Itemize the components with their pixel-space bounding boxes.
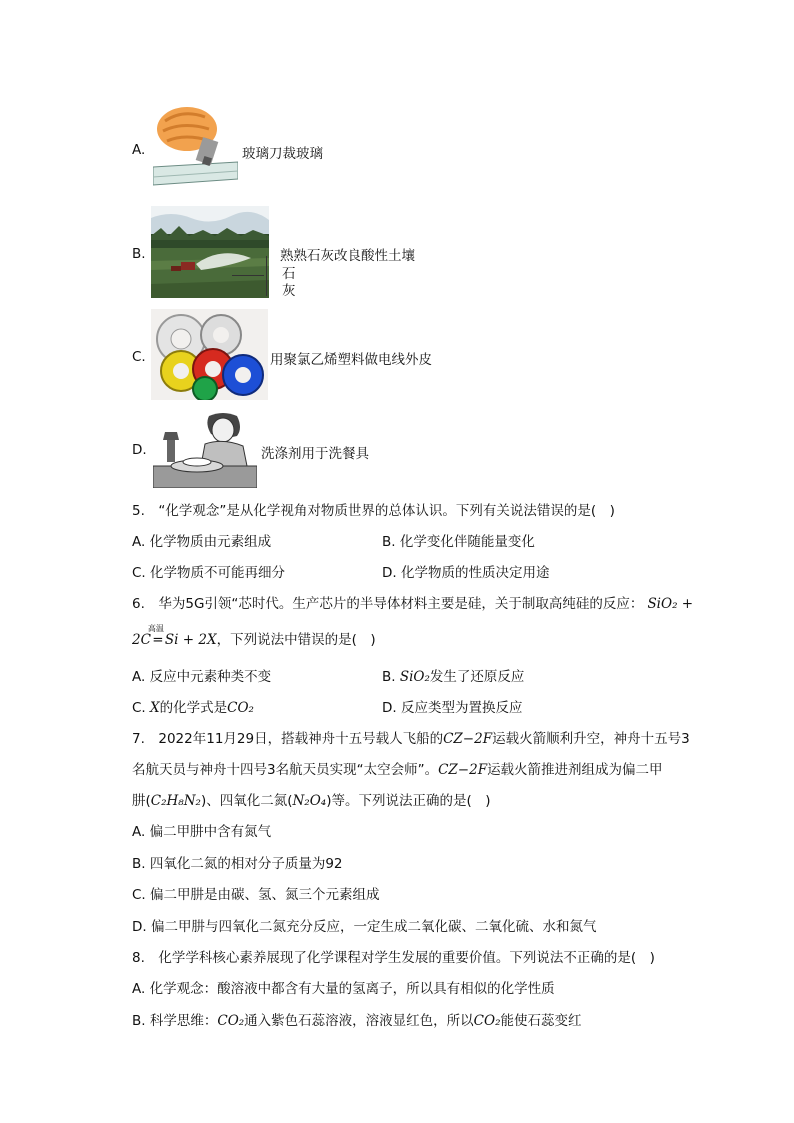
- q7-formula-1: C₂H₈N₂: [150, 793, 201, 809]
- question-7-line-1: [132, 727, 690, 747]
- question-7-line-2: [132, 758, 663, 778]
- q8-option-b: [132, 1009, 581, 1029]
- callout-line: [232, 275, 264, 276]
- lime-label-2: 灰: [282, 283, 296, 299]
- q7-rocket-1: CZ−2F: [443, 731, 493, 747]
- question-6-line-1: [132, 592, 693, 612]
- q6-option-c: [132, 696, 254, 716]
- question-5-stem: 5. “化学观念”是从化学视角对物质世界的总体认识。下列有关说法错误的是( ): [132, 503, 615, 519]
- q7-option-b: B. 四氧化二氮的相对分子质量为92: [132, 856, 343, 872]
- q7-option-a: A. 偏二甲肼中含有氮气: [132, 824, 272, 840]
- q7-formula-2: N₂O₄: [292, 793, 327, 809]
- q6-option-a: A. 反应中元素种类不变: [132, 669, 272, 685]
- q7-line2-a: 名航天员与神舟十四号3名航天员实现“太空会师”。: [132, 762, 439, 778]
- q6-option-b-text: 发生了还原反应: [429, 669, 525, 685]
- q7-option-c: C. 偏二甲肼是由碳、氢、氮三个元素组成: [132, 887, 380, 903]
- q5-option-a: A. 化学物质由元素组成: [132, 534, 272, 550]
- option-c-letter: C.: [132, 349, 146, 365]
- q6-option-c-prefix: C.: [132, 700, 151, 716]
- q8-option-b-c: 能使石蕊变红: [500, 1013, 582, 1029]
- field-liming-image: [151, 206, 269, 298]
- q6-option-b: [382, 665, 524, 685]
- option-d-caption: 洗涤剂用于洗餐具: [261, 446, 369, 462]
- washing-dishes-image: [153, 410, 257, 488]
- q8-option-b-formula-1: CO₂: [217, 1013, 245, 1029]
- lime-label-1: 石: [282, 266, 296, 282]
- question-7-line-3: [132, 789, 491, 809]
- option-d-letter: D.: [132, 442, 147, 458]
- q7-line3-a: 肼(: [132, 793, 151, 809]
- q8-option-b-formula-2: CO₂: [473, 1013, 501, 1029]
- callout-line-vertical: [266, 256, 267, 296]
- question-6-line-2: [132, 624, 376, 648]
- option-a-caption: 玻璃刀裁玻璃: [242, 146, 323, 162]
- q8-option-b-b: 通入紫色石蕊溶液，溶液显红色，所以: [244, 1013, 474, 1029]
- q5-option-b: B. 化学变化伴随能量变化: [382, 534, 535, 550]
- glass-cutter-image: [153, 107, 238, 187]
- option-a-letter: A.: [132, 142, 146, 158]
- q7-option-d: D. 偏二甲肼与四氧化二氮充分反应，一定生成二氧化碳、二氧化硫、水和氮气: [132, 919, 597, 935]
- q6-condition-text: 高温: [147, 624, 164, 633]
- q7-line3-c: )等。下列说法正确的是( ): [326, 793, 491, 809]
- q6-option-c-text: 的化学式是: [159, 700, 228, 716]
- q6-stem-tail: ，下列说法中错误的是( ): [216, 632, 376, 648]
- option-c-caption: 用聚氯乙烯塑料做电线外皮: [270, 352, 432, 368]
- q6-stem: 6. 华为5G引领“芯时代。生产芯片的半导体材料主要是硅，关于制取高纯硅的反应：: [132, 596, 644, 612]
- q7-rocket-2: CZ−2F: [438, 762, 488, 778]
- q6-products: Si + 2X: [164, 632, 217, 648]
- q7-line3-b: )、四氧化二氮(: [200, 793, 293, 809]
- q7-line2-b: 运载火箭推进剂组成为偏二甲: [487, 762, 663, 778]
- electric-wire-image: [151, 309, 268, 400]
- option-b-caption: 熟熟石灰改良酸性土壤: [280, 248, 415, 264]
- option-b-letter: B.: [132, 246, 146, 262]
- q7-line1-a: 7. 2022年11月29日，搭载神舟十五号载人飞船的: [132, 731, 444, 747]
- q6-option-b-prefix: B.: [382, 669, 400, 685]
- q6-option-c-formula: CO₂: [227, 700, 254, 716]
- q6-option-d: D. 反应类型为置换反应: [382, 700, 523, 716]
- q6-reactant-carbon: 2C: [132, 632, 151, 648]
- question-8-stem: 8. 化学学科核心素养展现了化学课程对学生发展的重要价值。下列说法不正确的是( ): [132, 950, 655, 966]
- q6-option-c-x: X: [150, 700, 160, 716]
- q8-option-b-a: B. 科学思维：: [132, 1013, 218, 1029]
- q6-option-b-formula: SiO₂: [399, 669, 430, 685]
- q5-option-c: C. 化学物质不可能再细分: [132, 565, 286, 581]
- q6-condition: 高温 =: [147, 624, 164, 648]
- q6-reactant: SiO₂ +: [647, 596, 694, 612]
- q7-line1-b: 运载火箭顺利升空，神舟十五号3: [492, 731, 690, 747]
- q8-option-a: A. 化学观念：酸溶液中都含有大量的氢离子，所以具有相似的化学性质: [132, 981, 555, 997]
- q5-option-d: D. 化学物质的性质决定用途: [382, 565, 550, 581]
